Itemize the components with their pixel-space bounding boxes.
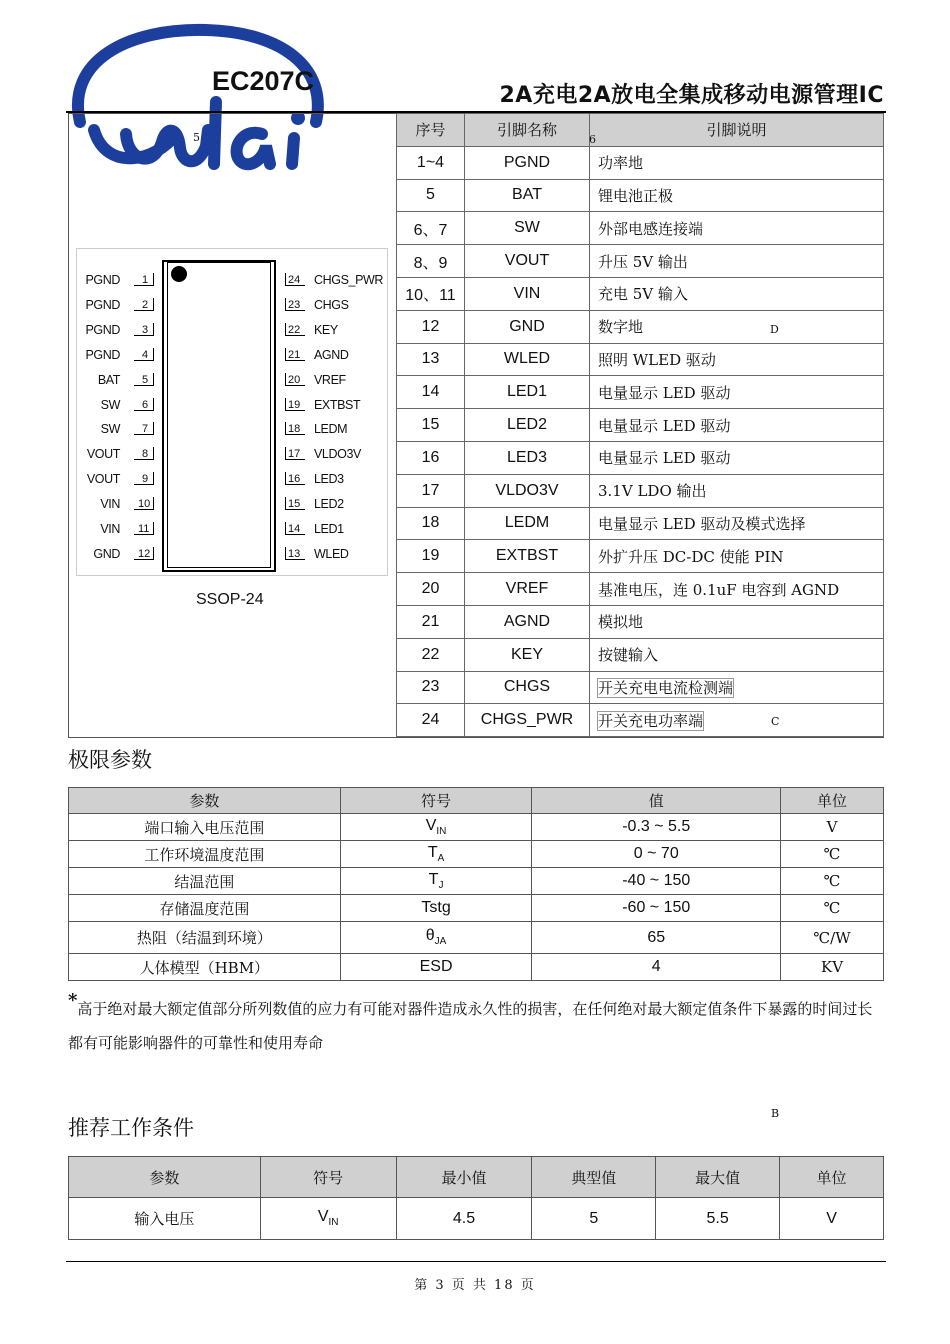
recommended-header: 最小值 <box>396 1157 532 1198</box>
chip-left-pin-number: 3 <box>134 323 154 336</box>
recommended-row <box>69 1198 884 1240</box>
pin-description <box>590 146 884 179</box>
abs-max-row <box>69 922 884 954</box>
abs-max-header: 参数 <box>69 788 341 814</box>
pin-number: 20 <box>397 573 465 606</box>
chip-left-pin-number: 5 <box>134 373 154 386</box>
pin-name: VOUT <box>465 245 590 278</box>
pin-description <box>590 474 884 507</box>
pin-number: 13 <box>397 343 465 376</box>
pin-name: LED2 <box>465 409 590 442</box>
pin-description <box>590 179 884 212</box>
pin-table-row <box>397 212 884 245</box>
pin-number: 6、7 <box>397 212 465 245</box>
pin-description-text: 电量显示 LED 驱动及模式选择 <box>598 514 806 533</box>
pin-description <box>590 310 884 343</box>
recommended-header: 单位 <box>780 1157 884 1198</box>
param-value: -40 ~ 150 <box>532 868 781 895</box>
param-unit: ℃ <box>781 868 884 895</box>
pin-description <box>590 376 884 409</box>
pin-name: PGND <box>465 146 590 179</box>
pin-number: 16 <box>397 441 465 474</box>
pin-name: VLDO3V <box>465 474 590 507</box>
symbol: V <box>317 1208 329 1226</box>
param-name: 端口输入电压范围 <box>69 814 341 841</box>
pin-table-row <box>397 573 884 606</box>
pin-table-header: 序号 <box>397 114 465 147</box>
chip-left-pin-number: 1 <box>134 273 154 286</box>
chip-right-pin-number: 14 <box>285 522 305 535</box>
pin-description <box>590 441 884 474</box>
chip-right-pin-name: LED3 <box>314 472 344 487</box>
symbol-subscript: J <box>438 880 444 892</box>
param-name: 人体模型（HBM） <box>69 954 341 981</box>
pin-description <box>590 409 884 442</box>
pin-number: 5 <box>397 179 465 212</box>
param-value: 4 <box>532 954 781 981</box>
pin-name: SW <box>465 212 590 245</box>
param-name: 存储温度范围 <box>69 895 341 922</box>
pin-number: 10、11 <box>397 277 465 310</box>
chip-left-pin-number: 10 <box>134 497 154 510</box>
chip-left-pin-name: GND <box>93 546 120 561</box>
pin-description <box>590 343 884 376</box>
param-value: -60 ~ 150 <box>532 895 781 922</box>
pin-table-row <box>397 245 884 278</box>
chip-left-pin-name: PGND <box>85 273 120 287</box>
recommended-header: 符号 <box>260 1157 396 1198</box>
param-unit: ℃ <box>781 841 884 868</box>
pin-table-row <box>397 146 884 179</box>
symbol-cell <box>260 1198 396 1240</box>
footer-rule <box>66 1261 886 1262</box>
recommended-header: 参数 <box>69 1157 261 1198</box>
pin-table-row <box>397 704 884 737</box>
document-title: 2A充电2A放电全集成移动电源管理IC <box>499 83 884 108</box>
pin-number: 15 <box>397 409 465 442</box>
param-unit: ℃ <box>781 895 884 922</box>
pin-number: 12 <box>397 310 465 343</box>
pin-description-text: 电量显示 LED 驱动 <box>598 416 731 435</box>
pin-table-row <box>397 605 884 638</box>
chip-right-pin-name: CHGS <box>314 297 349 312</box>
pin-number: 1~4 <box>397 146 465 179</box>
param-name: 输入电压 <box>69 1198 261 1240</box>
pin-name: LED3 <box>465 441 590 474</box>
chip-right-pin-name: VLDO3V <box>314 447 361 462</box>
pin-description-text: 基准电压，连 0.1uF 电容到 AGND <box>598 580 840 599</box>
pin-description-text: 升压 5V 输出 <box>598 252 688 271</box>
pin-description <box>590 704 884 737</box>
chip-left-pin-name: VIN <box>100 522 120 536</box>
pin-description-text: 电量显示 LED 驱动 <box>598 449 731 468</box>
note-asterisk: * <box>68 990 78 1011</box>
pin-name: VIN <box>465 277 590 310</box>
abs-max-row <box>69 814 884 841</box>
pin-table-header: 引脚说明 <box>590 114 884 147</box>
pin-number: 18 <box>397 507 465 540</box>
pin-description <box>590 671 884 704</box>
pin-description-text: 外扩升压 DC-DC 使能 PIN <box>598 547 784 566</box>
chip-right-pin-number: 20 <box>285 373 305 386</box>
chip-left-pin-name: SW <box>100 397 120 412</box>
chip-right-pin-number: 16 <box>285 472 305 485</box>
param-name: 热阻（结温到环境） <box>69 922 341 954</box>
typ-value: 5 <box>532 1198 656 1240</box>
abs-max-row <box>69 954 884 981</box>
symbol-cell <box>340 895 532 922</box>
pin-table-row <box>397 409 884 442</box>
symbol: Tstg <box>421 899 451 916</box>
symbol: θ <box>425 927 435 945</box>
chip-left-pin-number: 2 <box>134 298 154 311</box>
pin-name: VREF <box>465 573 590 606</box>
param-unit: ℃/W <box>781 922 884 954</box>
pin-number: 17 <box>397 474 465 507</box>
abs-max-row <box>69 868 884 895</box>
pin-number: 22 <box>397 638 465 671</box>
pin-description-table <box>396 113 884 737</box>
pin-description-text: 功率地 <box>598 154 644 173</box>
chip-right-pin-name: AGND <box>314 347 349 362</box>
pin-description <box>590 605 884 638</box>
pin-table-row <box>397 671 884 704</box>
pin-description-text: 电量显示 LED 驱动 <box>598 383 731 402</box>
pin-name: EXTBST <box>465 540 590 573</box>
chip-right-pin-number: 24 <box>285 273 305 286</box>
pin-description-text: 外部电感连接端 <box>598 219 704 238</box>
pin-table-row <box>397 474 884 507</box>
abs-max-table <box>68 787 884 981</box>
symbol-subscript: IN <box>328 1217 339 1229</box>
min-value: 4.5 <box>396 1198 532 1240</box>
chip-left-pin-number: 6 <box>134 398 154 411</box>
chip-right-pin-number: 13 <box>285 547 305 560</box>
symbol-subscript: A <box>437 853 445 865</box>
pin-number: 14 <box>397 376 465 409</box>
symbol-cell <box>340 841 532 868</box>
pin-table-row <box>397 277 884 310</box>
pin1-indicator-dot <box>171 266 187 282</box>
pin-description <box>590 638 884 671</box>
chip-left-pin-name: PGND <box>85 322 120 337</box>
symbol-cell <box>340 868 532 895</box>
pin-table-row <box>397 179 884 212</box>
pin-description-text: 锂电池正极 <box>598 186 674 205</box>
pin-table-row <box>397 540 884 573</box>
param-unit: KV <box>781 954 884 981</box>
symbol-cell <box>340 954 532 981</box>
abs-max-row <box>69 895 884 922</box>
chip-right-pin-number: 15 <box>285 497 305 510</box>
symbol-cell <box>340 814 532 841</box>
pin-name: LED1 <box>465 376 590 409</box>
pin-description-text: 3.1V LDO 输出 <box>598 482 707 501</box>
max-value: 5.5 <box>656 1198 780 1240</box>
model-number: EC207C <box>212 66 315 96</box>
pin-description <box>590 507 884 540</box>
pin-name: AGND <box>465 605 590 638</box>
pin-table-row <box>397 507 884 540</box>
package-name: SSOP-24 <box>196 591 264 608</box>
chip-left-pin-number: 8 <box>134 447 154 460</box>
pin-description <box>590 212 884 245</box>
abs-max-row <box>69 841 884 868</box>
param-unit: V <box>781 814 884 841</box>
pin-name: CHGS <box>465 671 590 704</box>
recommended-header: 典型值 <box>532 1157 656 1198</box>
chip-left-pin-number: 12 <box>134 547 154 560</box>
marker-b: B <box>771 1107 780 1120</box>
chip-left-pin-number: 11 <box>134 522 154 535</box>
pin-table-row <box>397 343 884 376</box>
pin-table-row <box>397 376 884 409</box>
pin-description-text: 模拟地 <box>598 613 644 632</box>
chip-left-pin-name: PGND <box>85 297 120 312</box>
pin-description-text: 按键输入 <box>598 646 659 665</box>
chip-right-pin-name: LED1 <box>314 522 344 536</box>
pin-table-row <box>397 310 884 343</box>
chip-left-pin-number: 9 <box>134 472 154 485</box>
pin-name: KEY <box>465 638 590 671</box>
pin-name: GND <box>465 310 590 343</box>
pin-description-text: 开关充电功率端 <box>598 711 704 730</box>
abs-max-header: 值 <box>532 788 781 814</box>
param-name: 工作环境温度范围 <box>69 841 341 868</box>
chip-left-pin-number: 4 <box>134 348 154 361</box>
chip-right-pin-name: WLED <box>314 546 349 561</box>
abs-max-heading: 极限参数 <box>68 748 152 772</box>
pin-table-row <box>397 638 884 671</box>
symbol: T <box>428 870 439 888</box>
marker-c: C <box>771 715 780 728</box>
pin-table-header: 引脚名称 <box>465 114 590 147</box>
pin-number: 8、9 <box>397 245 465 278</box>
chip-left-pin-name: VOUT <box>86 447 120 462</box>
chip-right-pin-name: EXTBST <box>314 397 361 412</box>
marker-6: 6 <box>589 133 596 146</box>
symbol-subscript: IN <box>436 826 447 838</box>
page-footer: 第 3 页 共 18 页 <box>414 1278 536 1293</box>
pin-description-text: 开关充电电流检测端 <box>598 678 734 697</box>
pin-name: CHGS_PWR <box>465 704 590 737</box>
pin-description-text: 照明 WLED 驱动 <box>598 350 716 369</box>
chip-left-pin-name: BAT <box>97 372 120 387</box>
pin-name: WLED <box>465 343 590 376</box>
recommended-table <box>68 1156 884 1240</box>
param-value: -0.3 ~ 5.5 <box>532 814 781 841</box>
pin-number: 24 <box>397 704 465 737</box>
pin-description <box>590 277 884 310</box>
pin-description <box>590 245 884 278</box>
chip-right-pin-number: 21 <box>285 348 305 361</box>
chip-right-pin-name: LEDM <box>314 422 348 437</box>
symbol: V <box>425 816 437 834</box>
pin-name: LEDM <box>465 507 590 540</box>
pin-description <box>590 540 884 573</box>
recommended-header: 最大值 <box>656 1157 780 1198</box>
chip-body-inner <box>167 262 271 568</box>
symbol-cell <box>340 922 532 954</box>
chip-right-pin-name: CHGS_PWR <box>314 273 384 287</box>
symbol: ESD <box>419 958 453 975</box>
symbol: T <box>427 843 438 861</box>
chip-right-pin-number: 23 <box>285 298 305 311</box>
pin-description-text: 数字地 <box>598 318 644 337</box>
chip-left-pin-name: VIN <box>100 497 120 512</box>
chip-right-pin-number: 17 <box>285 447 305 460</box>
pin-number: 23 <box>397 671 465 704</box>
chip-left-pin-name: PGND <box>85 347 120 362</box>
marker-5: 5 <box>193 131 200 144</box>
pin-number: 21 <box>397 605 465 638</box>
marker-d: D <box>770 323 779 336</box>
chip-left-pin-name: VOUT <box>86 472 120 487</box>
abs-max-header: 符号 <box>340 788 532 814</box>
chip-left-pin-number: 7 <box>134 422 154 435</box>
param-value: 0 ~ 70 <box>532 841 781 868</box>
chip-right-pin-name: KEY <box>314 322 338 337</box>
param-value: 65 <box>532 922 781 954</box>
recommended-heading: 推荐工作条件 <box>68 1116 194 1140</box>
pin-table-row <box>397 441 884 474</box>
chip-right-pin-number: 18 <box>285 422 305 435</box>
pin-description-text: 充电 5V 输入 <box>598 285 688 304</box>
chip-right-pin-name: VREF <box>314 372 346 387</box>
param-name: 结温范围 <box>69 868 341 895</box>
param-unit: V <box>780 1198 884 1240</box>
chip-right-pin-name: LED2 <box>314 497 344 512</box>
note-text: 高于绝对最大额定值部分所列数值的应力有可能对器件造成永久性的损害，在任何绝对最大额定值条件下暴露的时间过长都有可能影响器件的可靠性和使用寿命 <box>68 1000 873 1052</box>
chip-left-pin-name: SW <box>100 422 120 437</box>
pin-name: BAT <box>465 179 590 212</box>
pin-number: 19 <box>397 540 465 573</box>
abs-max-header: 单位 <box>781 788 884 814</box>
abs-max-note <box>68 992 886 1060</box>
symbol-subscript: JA <box>434 936 447 948</box>
chip-right-pin-number: 19 <box>285 398 305 411</box>
chip-right-pin-number: 22 <box>285 323 305 336</box>
pin-description <box>590 573 884 606</box>
